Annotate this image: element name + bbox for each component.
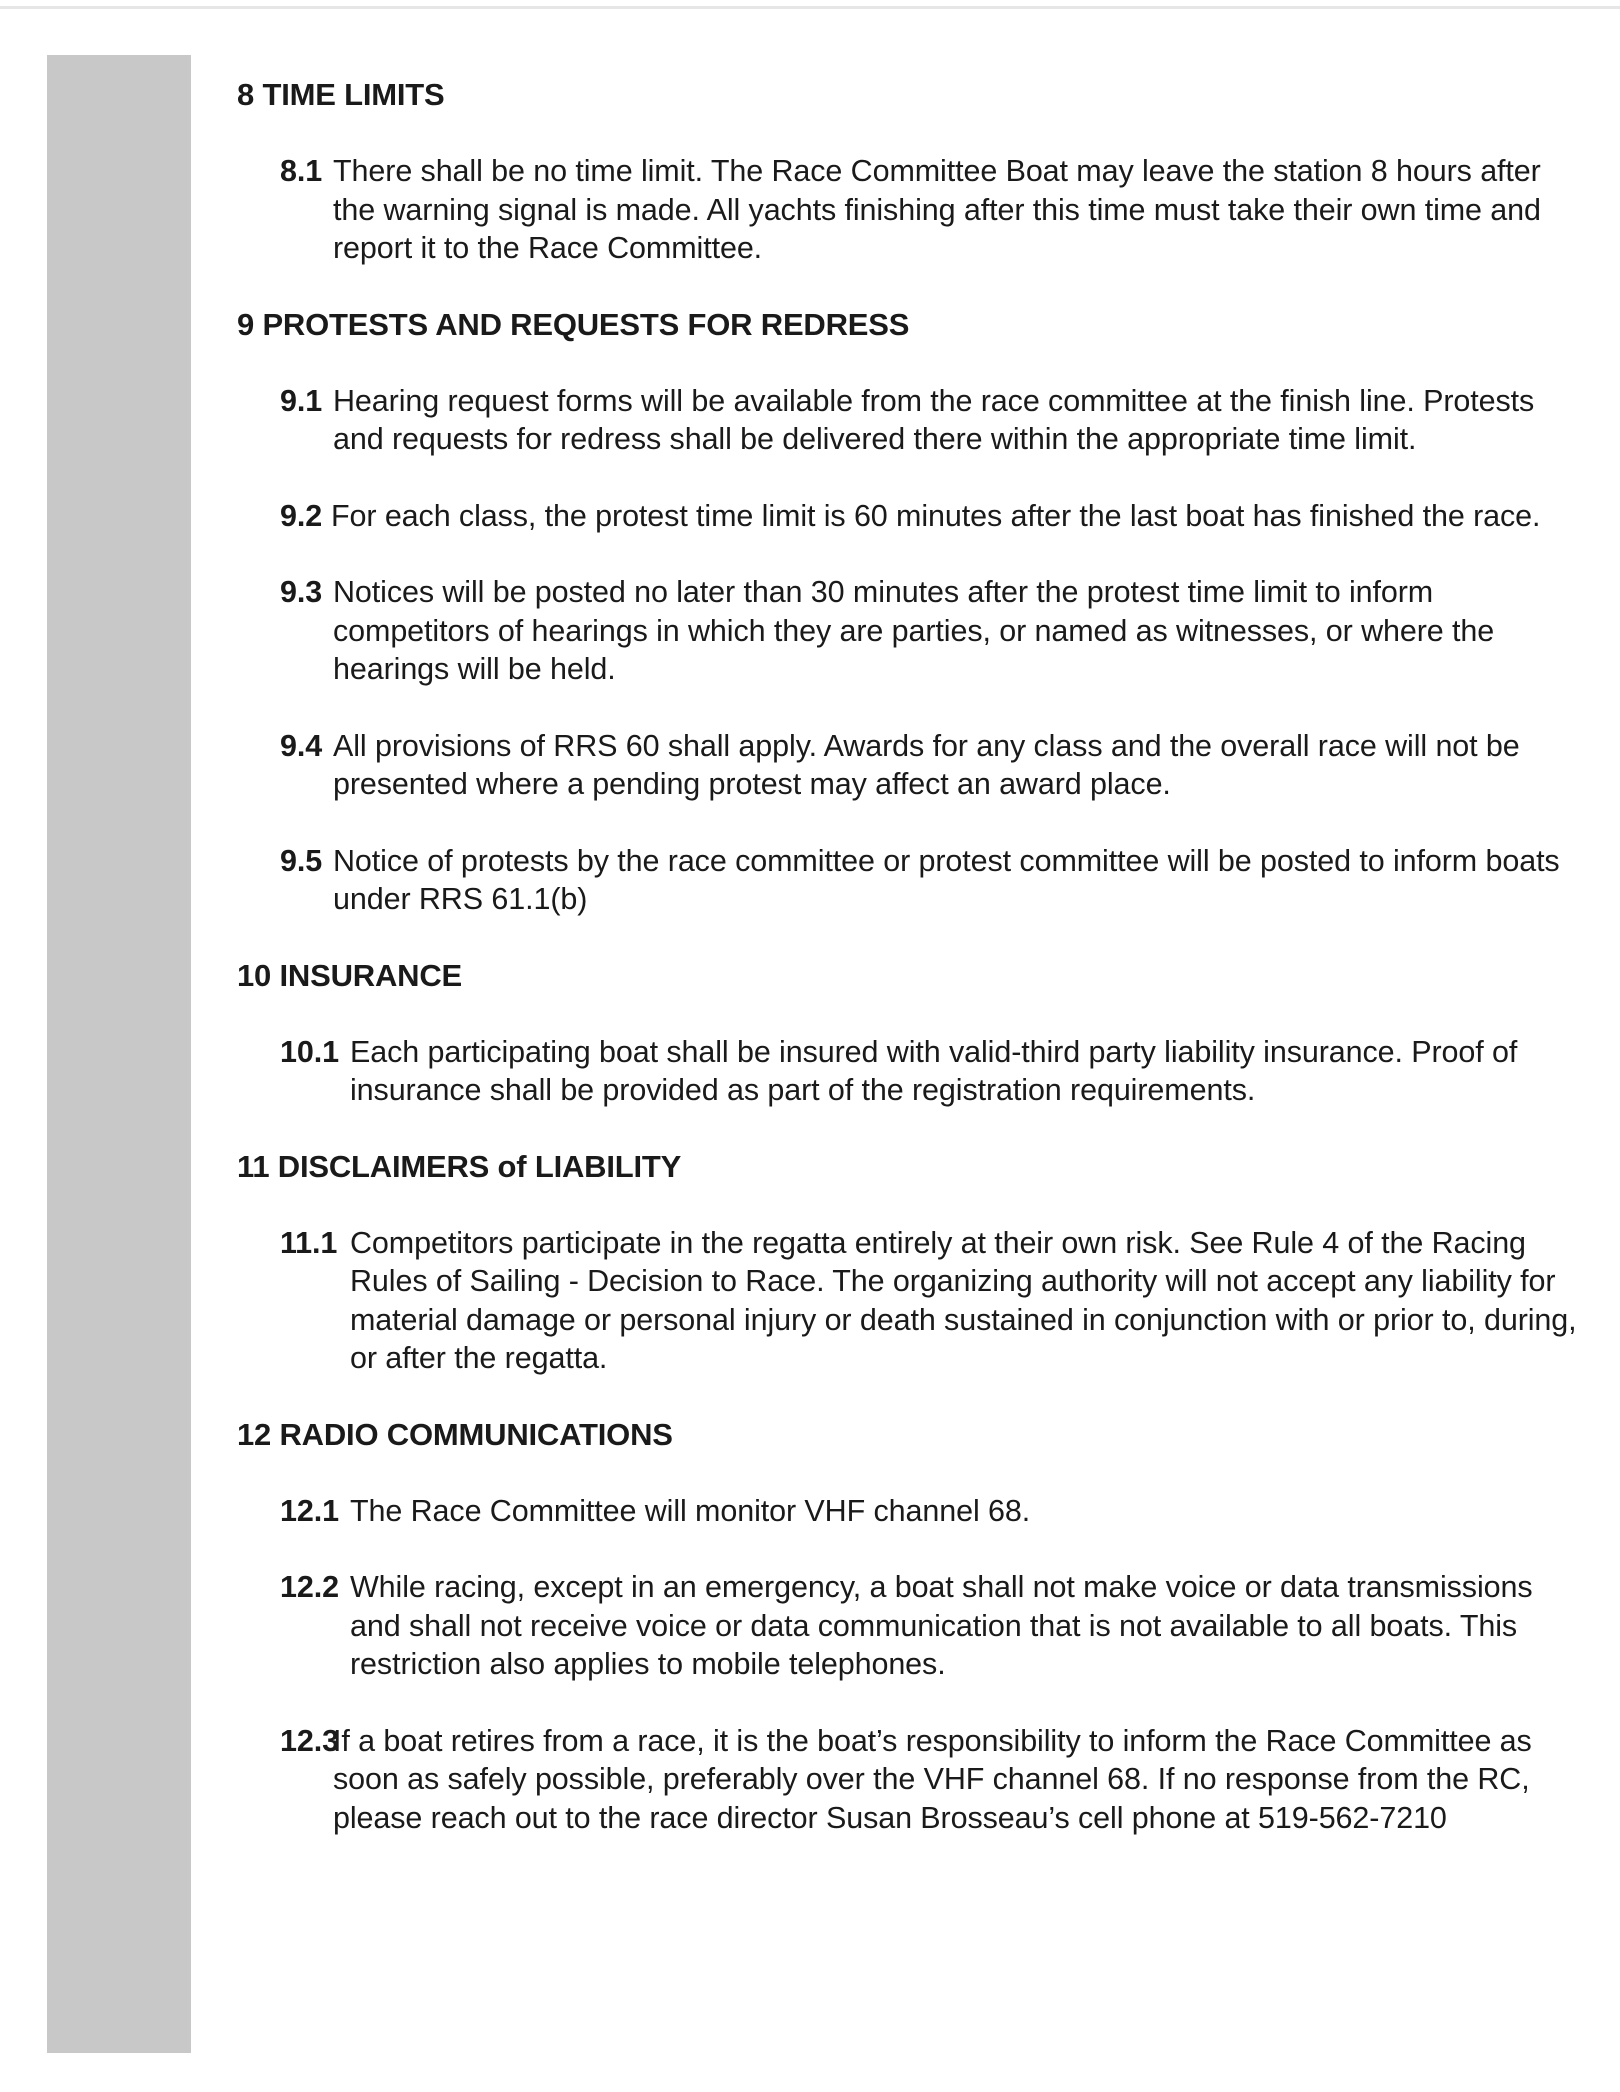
clause-12-3 bbox=[280, 1722, 1577, 1838]
section-insurance bbox=[237, 957, 1577, 1110]
clause-9-5 bbox=[280, 842, 1577, 919]
clause-number: 8.1 bbox=[280, 154, 323, 188]
clause-number: 9.4 bbox=[280, 728, 323, 763]
clause-text: Each participating boat shall be insured with valid-third party liability insurance. Proof of insurance shall be provided as part of the registration requirements. bbox=[350, 1034, 1518, 1107]
clause-number: 12.3 bbox=[280, 1723, 339, 1758]
clause-10-1 bbox=[280, 1033, 1577, 1110]
clause-text: Notice of protests by the race committee or protest committee will be posted to inform boats under RRS 61.1(b) bbox=[333, 843, 1560, 916]
clause-text: For each class, the protest time limit is 60 minutes after the last boat has finished the race. bbox=[331, 498, 1541, 533]
clause-11-1 bbox=[280, 1224, 1577, 1378]
clause-number: 9.5 bbox=[280, 843, 323, 878]
side-margin-bar bbox=[47, 55, 191, 2053]
clause-number: 9.3 bbox=[280, 575, 323, 609]
section-radio bbox=[237, 1416, 1577, 1838]
clause-number: 12.2 bbox=[280, 1570, 339, 1604]
clause-12-1 bbox=[280, 1492, 1577, 1531]
clause-9-1 bbox=[280, 382, 1577, 459]
section-heading: 12 RADIO COMMUNICATIONS bbox=[237, 1416, 673, 1452]
document-body bbox=[237, 76, 1577, 1875]
clause-number: 9.2 bbox=[280, 498, 323, 533]
clause-text: If a boat retires from a race, it is the boat’s responsibility to inform the Race Committee as soon as safely possible, preferably over the VHF channel 68. If no response from the RC, please reach out to the race director Susan Brosseau’s cell phone at 519-562-7210 bbox=[333, 1723, 1532, 1835]
section-heading: 10 INSURANCE bbox=[237, 957, 462, 993]
clause-text: There shall be no time limit. The Race Committee Boat may leave the station 8 hours after the warning signal is made. All yachts finishing after this time must take their own time and report it to the Race Committee. bbox=[333, 154, 1541, 265]
clause-text: All provisions of RRS 60 shall apply. Awards for any class and the overall race will not be presented where a pending protest may affect an award place. bbox=[333, 728, 1520, 801]
clause-number: 10.1 bbox=[280, 1034, 339, 1069]
clause-text: Hearing request forms will be available from the race committee at the finish line. Protests and requests for redress shall be delivered there within the appropriate time limit. bbox=[333, 383, 1535, 456]
section-time-limits bbox=[237, 76, 1577, 268]
clause-8-1 bbox=[280, 152, 1577, 268]
section-heading: 8 TIME LIMITS bbox=[237, 77, 445, 112]
clause-number: 9.1 bbox=[280, 383, 323, 418]
clause-number: 11.1 bbox=[280, 1225, 338, 1260]
top-divider bbox=[0, 6, 1620, 9]
clause-text: Notices will be posted no later than 30 minutes after the protest time limit to inform competitors of hearings in which they are parties, or named as witnesses, or where the hearings will be held. bbox=[333, 575, 1495, 686]
section-heading: 11 DISCLAIMERS of LIABILITY bbox=[237, 1148, 682, 1184]
clause-text: The Race Committee will monitor VHF channel 68. bbox=[350, 1493, 1031, 1528]
clause-9-2 bbox=[280, 497, 1577, 536]
section-protests bbox=[237, 306, 1577, 919]
clause-9-4 bbox=[280, 727, 1577, 804]
clause-12-2 bbox=[280, 1568, 1577, 1684]
clause-number: 12.1 bbox=[280, 1493, 339, 1528]
clause-text: Competitors participate in the regatta entirely at their own risk. See Rule 4 of the Racing Rules of Sailing - Decision to Race. The organizing authority will not accept any liability for material damage or personal injury or death sustained in conjunction with or prior to, during, or after the regatta. bbox=[350, 1225, 1577, 1375]
clause-text: While racing, except in an emergency, a boat shall not make voice or data transmissions and shall not receive voice or data communication that is not available to all boats. This restriction also applies to mobile telephones. bbox=[350, 1570, 1533, 1681]
section-heading: 9 PROTESTS AND REQUESTS FOR REDRESS bbox=[237, 306, 910, 342]
section-disclaimers bbox=[237, 1148, 1577, 1378]
clause-9-3 bbox=[280, 573, 1577, 689]
